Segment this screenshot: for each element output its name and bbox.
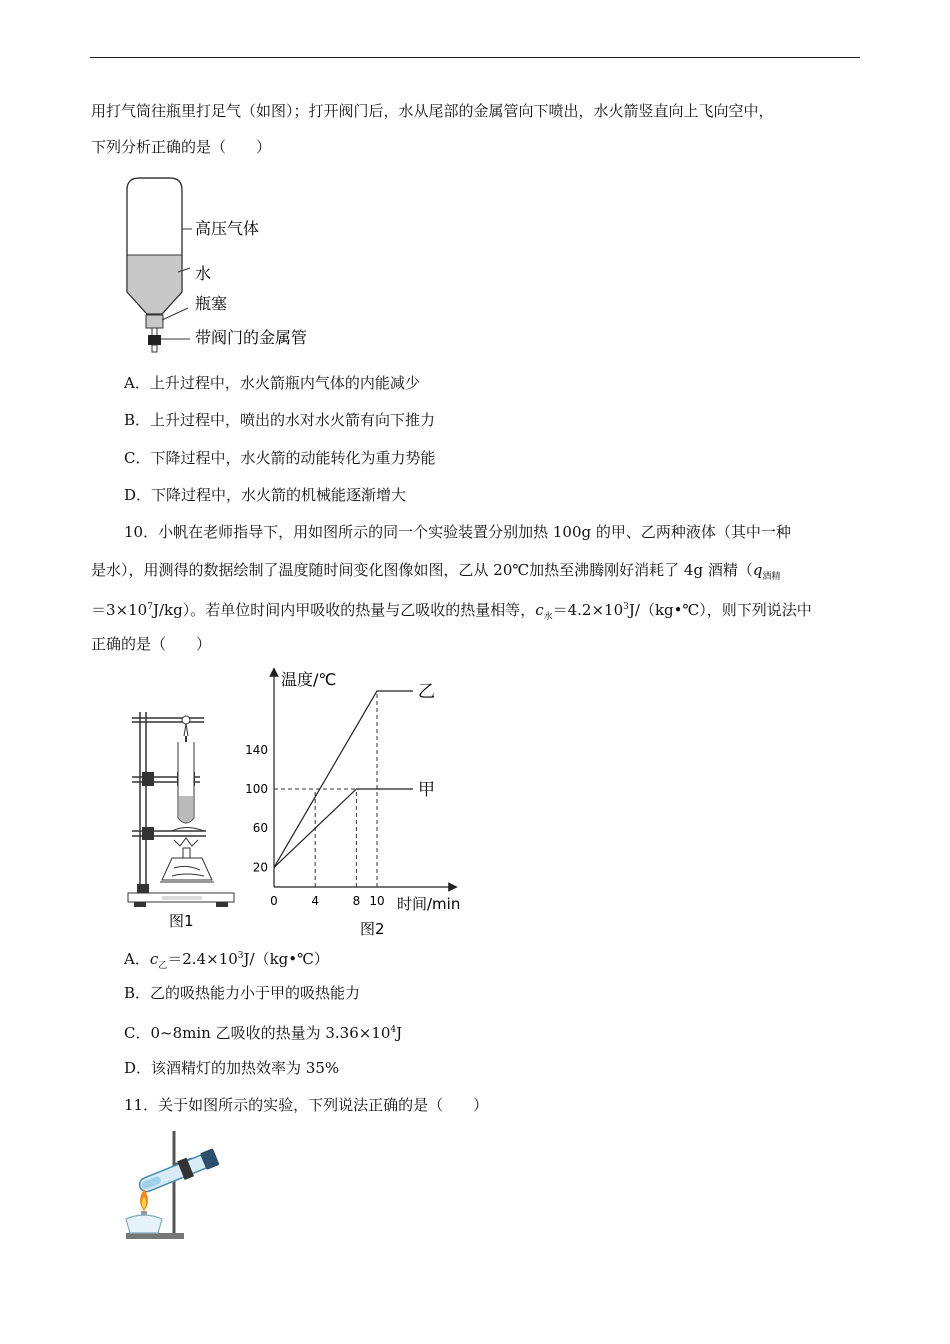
- label-high-pressure-gas: 高压气体: [195, 219, 260, 238]
- fig2-caption: 图2: [360, 920, 385, 938]
- x-tick-label-0: 0: [270, 894, 278, 908]
- water-rocket-figure: [110, 172, 340, 357]
- series-line-0: [274, 691, 413, 867]
- test-tube-heating-figure: [118, 1125, 228, 1245]
- q9-option-a: A．上升过程中，水火箭瓶内气体的内能减少: [124, 374, 420, 392]
- fig1-caption: 图1: [169, 912, 194, 930]
- y-tick-label-0: 20: [252, 860, 268, 875]
- y-axis-label: 温度/℃: [281, 670, 337, 689]
- q10-option-d: D．该酒精灯的加热效率为 35%: [124, 1059, 340, 1077]
- series-label-0: 乙: [418, 682, 436, 702]
- temperature-time-chart: [245, 660, 475, 940]
- series-line-1: [274, 789, 413, 867]
- q10-option-c: C．0~8min 乙吸收的热量为 $3.36\times 10^4J$: [124, 1024, 403, 1042]
- label-metal-pipe: 带阀门的金属管: [195, 328, 308, 347]
- q10-option-a: A．$c_乙=2.4\times 10^3J/(kg•℃)$: [124, 950, 329, 971]
- q11-stem-line1: 11．关于如图所示的实验，下列说法正确的是（ ）: [124, 1096, 489, 1114]
- x-tick-label-3: 10: [369, 894, 385, 908]
- heating-apparatus-figure: [122, 700, 240, 940]
- q10-stem-line2: 是水），用测得的数据绘制了温度随时间变化图像如图，乙从 20℃加热至沸腾刚好消耗了 4g 酒精（$q_{酒精}$: [91, 561, 781, 582]
- x-tick-label-1: 4: [311, 894, 320, 908]
- q10-option-b: B．乙的吸热能力小于甲的吸热能力: [124, 984, 361, 1002]
- q9-option-c: C．下降过程中，水火箭的动能转化为重力势能: [124, 449, 436, 467]
- series-label-1: 甲: [418, 780, 436, 800]
- label-water: 水: [195, 264, 212, 283]
- q9-option-b: B．上升过程中，喷出的水对水火箭有向下推力: [124, 411, 436, 429]
- y-tick-label-3: 140: [245, 742, 268, 757]
- label-stopper: 瓶塞: [195, 294, 228, 313]
- q9-stem-line1: 用打气筒往瓶里打足气（如图）；打开阀门后，水从尾部的金属管向下喷出，水火箭竖直向上飞向空中，: [91, 102, 774, 120]
- y-tick-label-2: 100: [245, 782, 268, 796]
- header-rule: [90, 57, 860, 58]
- q9-stem-line2: 下列分析正确的是（ ）: [91, 138, 272, 156]
- x-axis-label: 时间/min: [397, 895, 461, 913]
- q9-option-d: D．下降过程中，水火箭的机械能逐渐增大: [124, 486, 407, 504]
- y-tick-label-1: 60: [252, 821, 268, 836]
- q10-stem-line1: 10．小帆在老师指导下，用如图所示的同一个实验装置分别加热 100g 的甲、乙两种液体（其中一种: [124, 523, 791, 541]
- q10-stem-line3: $=3\times 10^7J/kg$）。若单位时间内甲吸收的热量与乙吸收的热量相等，$c_水=4.2\times 10^3J/(kg•℃)$，则下列说法中: [91, 601, 812, 622]
- x-tick-label-2: 8: [352, 894, 361, 908]
- q10-stem-line4: 正确的是（ ）: [91, 635, 212, 653]
